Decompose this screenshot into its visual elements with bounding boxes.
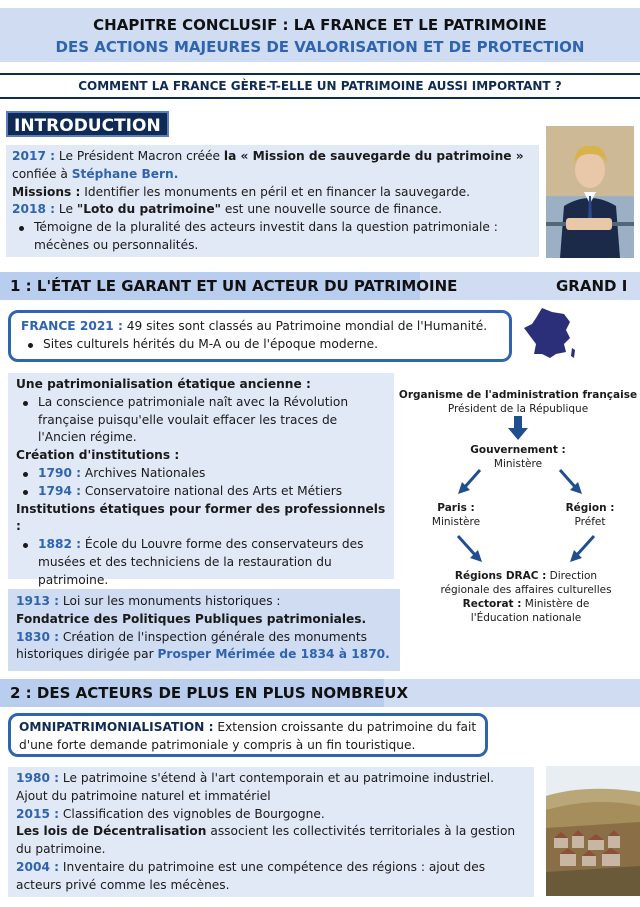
year-2004: 2004 : [16,859,60,874]
rectorat-label: Rectorat : [462,598,522,610]
heading-professionnels: Institutions étatiques pour former des professionnels : [16,501,386,534]
year-1794: 1794 : [38,483,82,498]
region-sub: Préfet [574,516,606,528]
gov-label: Gouvernement : [470,444,566,456]
france-2021-box [8,310,512,362]
arrow-down-icon [508,416,528,442]
laws-panel [8,589,400,671]
vineyard-landscape-icon [546,766,640,896]
section1-title: 1 : L'ÉTAT LE GARANT ET UN ACTEUR DU PATRIMOINE [10,277,458,295]
decentralisation-label: Les lois de Décentralisation [16,824,207,839]
diagram-region [552,501,628,529]
law-1913-text: Loi sur les monuments historiques : [59,594,281,608]
rectorat-line-1 [428,597,624,611]
question-banner [0,73,640,99]
paris-label: Paris : [437,502,475,514]
revolution-bullet: La conscience patrimoniale naît avec la Révolution française puisqu'elle voulait effacer les traces de l'Ancien régime. [16,394,386,447]
header-title: CHAPITRE CONCLUSIF : LA FRANCE ET LE PATRIMOINE [93,16,547,34]
omni-text: Extension croissante du patrimoine du fait d'une forte demande patrimoniale y compris à un fin touristique. [19,720,477,752]
year-1882: 1882 : [38,537,82,552]
heading-patrimonialisation: Une patrimonialisation étatique ancienne : [16,377,311,391]
header-subtitle: DES ACTIONS MAJEURES DE VALORISATION ET DE PROTECTION [55,38,585,56]
paris-sub: Ministère [431,516,481,528]
year-1790: 1790 : [38,465,82,480]
arrow-down-right-icon [454,534,484,564]
intro-line-3 [12,184,533,202]
person-figure-icon [546,126,634,258]
france-map-icon [520,304,580,364]
fondatrice-line: Fondatrice des Politiques Publiques patrimoniales. [16,611,367,626]
omni-box [8,713,488,757]
loto-name: "Loto du patrimoine" [76,202,221,217]
intro-line-2 [12,166,533,184]
intro-text: Le [55,202,77,217]
law-1913 [16,593,392,611]
intro-title: INTRODUCTION [6,111,169,137]
person-name: Stéphane Bern. [71,166,179,181]
intro-text: Identifier les monuments en péril et en financer la sauvegarde. [80,184,471,199]
section2-title: 2 : DES ACTEURS DE PLUS EN PLUS NOMBREUX [10,684,409,702]
arrow-down-right-icon [556,468,584,496]
omni-label: OMNIPATRIMONIALISATION : [19,720,214,734]
text-1980: Le patrimoine s'étend à l'art contemporain et au patrimoine industriel. Ajout du patrimoine naturel et immatériel [16,771,495,803]
france-line [21,318,499,336]
rectorat-line-2: l'Éducation nationale [470,612,582,624]
arrow-down-left-icon [568,534,598,564]
diagram-header [396,388,640,416]
drac-line-2: régionale des affaires culturelles [440,584,612,596]
header-banner [0,8,640,62]
heading-institutions: Création d'institutions : [16,448,180,463]
conservatoire-bullet [16,483,386,501]
arrow-down-left-icon [456,468,484,496]
state-panel [8,373,394,587]
archives-bullet [16,465,386,483]
intro-bullet: Témoigne de la pluralité des acteurs investit dans la question patrimoniale : mécènes ou personnalités. [12,219,533,255]
year-2017: 2017 : [12,149,56,163]
drac-label: Régions DRAC : [454,570,547,582]
portrait-photo [546,126,634,258]
france-map [520,304,580,364]
text-2004: Inventaire du patrimoine est une compétence des régions : ajout des acteurs privé comme les mécènes. [16,859,486,892]
intro-line-4 [12,201,533,219]
diagram-title: Organisme de l'administration française [398,389,638,401]
line-decentralisation [16,823,526,859]
main-question: COMMENT LA FRANCE GÈRE-T-ELLE UN PATRIMOINE AUSSI IMPORTANT ? [78,79,562,93]
vineyard-photo [546,766,640,896]
missions-label: Missions : [12,184,81,199]
decentralisation-text: associent les collectivités territoriales à la gestion du patrimoine. [16,824,516,857]
mission-name: la « Mission de sauvegarde du patrimoine » [223,149,524,163]
line-1980 [16,770,526,806]
line-2004 [16,859,526,895]
year-1980: 1980 : [16,771,60,785]
inspection-line [16,629,392,665]
actors-panel [8,767,534,897]
france-label: FRANCE 2021 : [21,319,123,333]
inspection-text: Création de l'inspection générale des monuments historiques dirigée par [16,629,367,662]
intro-text: confiée à [12,166,72,181]
region-label: Région : [565,502,615,514]
archives-text: Archives Nationales [81,465,206,480]
louvre-text: École du Louvre forme des conservateurs des musées et des techniciens de la restauration du patrimoine. [38,537,364,587]
rectorat-text: Ministère de [521,598,590,610]
year-2015: 2015 : [16,806,60,821]
year-1830: 1830 : [16,629,60,644]
france-text: 49 sites sont classés au Patrimoine mondial de l'Humanité. [122,319,488,333]
year-1913: 1913 : [16,594,60,608]
diagram-drac [428,569,624,625]
drac-text: Direction [546,570,598,582]
text-2015: Classification des vignobles de Bourgogne. [59,806,325,821]
line-2015 [16,806,526,824]
drac-line-1 [428,569,624,583]
france-bullet: Sites culturels hérités du M-A ou de l'époque moderne. [21,336,499,354]
gov-sub: Ministère [493,458,543,470]
louvre-bullet [16,536,386,589]
diagram-paris [418,501,494,529]
intro-panel [6,145,539,257]
intro-text: Le Président Macron créée [55,149,224,163]
intro-line-1 [12,148,533,166]
year-2018: 2018 : [12,202,56,217]
diagram-president: Président de la République [447,403,589,415]
intro-text: est une nouvelle source de finance. [220,202,443,217]
conservatoire-text: Conservatoire national des Arts et Métiers [81,483,343,498]
section1-tag: GRAND I [556,277,628,295]
merimee-name: Prosper Mérimée de 1834 à 1870. [157,647,390,662]
diagram-government [446,443,590,471]
